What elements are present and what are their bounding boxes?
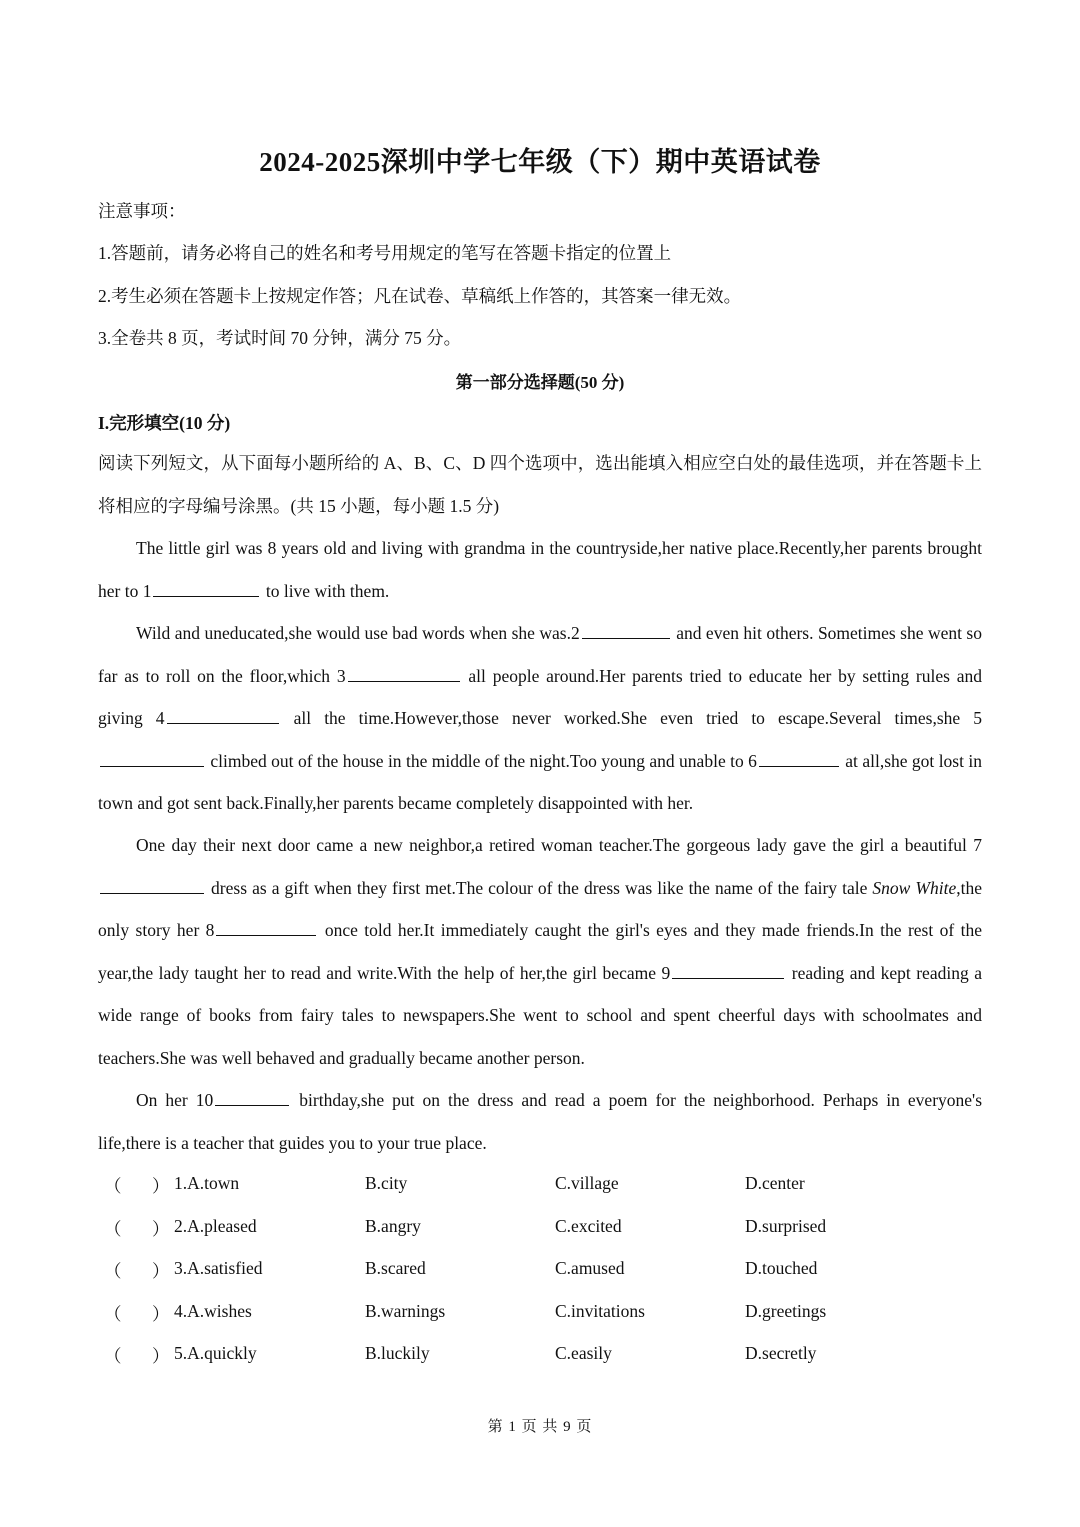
question-options xyxy=(104,1173,1004,1203)
passage-text: once told her.It immediately caught the girl's eyes and they made friends.In the rest of the year,the lady taught her to read and write.With the help of her,the girl became 9 xyxy=(98,920,982,983)
answer-blank xyxy=(582,621,670,639)
passage-paragraph xyxy=(98,527,982,612)
option-d: D.surprised xyxy=(745,1216,827,1236)
option-b: B.scared xyxy=(365,1258,426,1278)
answer-bracket-open: （ xyxy=(104,1176,122,1196)
option-b: B.city xyxy=(365,1173,408,1193)
option-c: C.invitations xyxy=(555,1301,645,1321)
answer-blank xyxy=(759,749,839,767)
question-options xyxy=(104,1216,1004,1246)
option-c: C.excited xyxy=(555,1216,622,1236)
answer-blank xyxy=(348,664,460,682)
answer-blank xyxy=(153,579,259,597)
answer-bracket-close: ） xyxy=(152,1304,170,1324)
question-options xyxy=(104,1258,1004,1288)
passage-text: ,the only story her 8 xyxy=(98,877,982,940)
passage-text: dress as a gift when they first met.The colour of the dress was like the name of the fairy tale xyxy=(206,877,873,898)
answer-blank xyxy=(167,706,279,724)
notice-item: 3.全卷共 8 页，考试时间 70 分钟，满分 75 分。 xyxy=(98,328,462,348)
question-options xyxy=(104,1343,1004,1373)
question-options xyxy=(104,1301,1004,1331)
option-a: 2.A.pleased xyxy=(174,1216,257,1236)
passage-paragraph xyxy=(98,824,982,1079)
answer-bracket-close: ） xyxy=(152,1219,170,1239)
answer-bracket-close: ） xyxy=(152,1176,170,1196)
passage-text: to live with them. xyxy=(261,580,390,601)
option-b: B.luckily xyxy=(365,1343,430,1363)
answer-bracket-close: ） xyxy=(152,1346,170,1366)
passage-paragraph xyxy=(98,612,982,825)
answer-bracket-close: ） xyxy=(152,1261,170,1281)
option-a: 3.A.satisfied xyxy=(174,1258,263,1278)
notice-item: 2.考生必须在答题卡上按规定作答；凡在试卷、草稿纸上作答的，其答案一律无效。 xyxy=(98,286,742,306)
option-c: C.amused xyxy=(555,1258,625,1278)
answer-bracket-open: （ xyxy=(104,1261,122,1281)
option-d: D.touched xyxy=(745,1258,818,1278)
option-a: 5.A.quickly xyxy=(174,1343,257,1363)
instruction-text: 阅读下列短文，从下面每小题所给的 A、B、C、D 四个选项中，选出能填入相应空白处的最佳选项，并在答题卡上将相应的字母编号涂黑。(共 15 小题，每小题 1.5 分) xyxy=(98,453,982,516)
answer-blank xyxy=(672,961,784,979)
passage-text: birthday,she put on the dress and read a poem for the neighborhood. Perhaps in everyone's life,there is a teacher that guides you to your true place. xyxy=(98,1090,982,1153)
page-title: 2024-2025深圳中学七年级（下）期中英语试卷 xyxy=(259,147,821,177)
answer-bracket-open: （ xyxy=(104,1219,122,1239)
notice-item: 1.答题前，请务必将自己的姓名和考号用规定的笔写在答题卡指定的位置上 xyxy=(98,243,672,263)
answer-blank xyxy=(100,749,204,767)
passage-text: and even hit others. Sometimes she went so far as to roll on the floor,which 3 xyxy=(98,623,982,686)
passage-paragraph xyxy=(98,1079,982,1164)
answer-blank xyxy=(216,918,316,936)
option-a: 1.A.town xyxy=(174,1173,240,1193)
passage-text: reading and kept reading a wide range of books from fairy tales to newspapers.She went to school and spent cheerful days with schoolmates and teachers.She was well behaved and gradually became another person. xyxy=(98,962,982,1068)
passage-text: One day their next door came a new neighbor,a retired woman teacher.The gorgeous lady gave the girl a beautiful 7 xyxy=(136,835,982,855)
answer-blank xyxy=(215,1088,289,1106)
passage-text: climbed out of the house in the middle of the night.Too young and unable to 6 xyxy=(206,750,757,771)
passage-text: On her 10 xyxy=(136,1090,214,1110)
section-title: 第一部分选择题(50 分) xyxy=(455,373,625,392)
option-c: C.easily xyxy=(555,1343,612,1363)
passage-text: Wild and uneducated,she would use bad words when she was.2 xyxy=(136,623,580,643)
option-d: D.secretly xyxy=(745,1343,817,1363)
story-title: Snow White xyxy=(872,877,957,898)
part-title: I.完形填空(10 分) xyxy=(98,413,231,433)
passage-text: all the time.However,those never worked.She even tried to escape.Several times,she 5 xyxy=(280,708,982,728)
answer-blank xyxy=(100,876,204,894)
page-footer: 第 1 页 共 9 页 xyxy=(487,1419,593,1435)
answer-bracket-open: （ xyxy=(104,1346,122,1366)
answer-bracket-open: （ xyxy=(104,1304,122,1324)
option-b: B.angry xyxy=(365,1216,421,1236)
option-d: D.center xyxy=(745,1173,805,1193)
option-a: 4.A.wishes xyxy=(174,1301,252,1321)
option-c: C.village xyxy=(555,1173,619,1193)
passage-text: The little girl was 8 years old and living with grandma in the countryside,her native place.Recently,her parents brought her to 1 xyxy=(98,538,982,601)
option-b: B.warnings xyxy=(365,1301,446,1321)
passage-text: at all,she got lost in town and got sent back.Finally,her parents became completely disappointed with her. xyxy=(98,750,982,813)
option-d: D.greetings xyxy=(745,1301,827,1321)
notice-heading: 注意事项： xyxy=(98,201,186,221)
passage-text: all people around.Her parents tried to educate her by setting rules and giving 4 xyxy=(98,665,982,728)
